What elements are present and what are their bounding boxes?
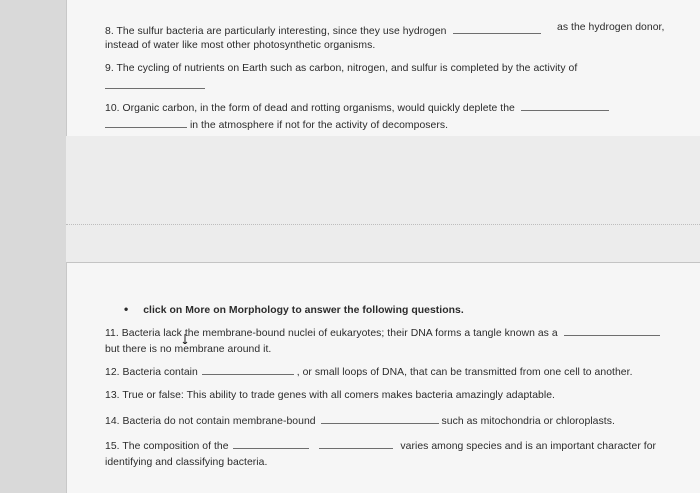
question-11-text: 11. Bacteria lack the membrane-bound nuclei of eukaryotes; their DNA forms a tangle known as a xyxy=(105,328,558,339)
question-8-line-1 xyxy=(105,25,541,37)
cursor-icon xyxy=(182,334,188,344)
question-10-continuation: in the atmosphere if not for the activity of decomposers. xyxy=(189,120,449,131)
question-10-text: 10. Organic carbon, in the form of dead and rotting organisms, would quickly deplete the xyxy=(105,103,515,114)
bullet-icon: • xyxy=(124,302,129,316)
page-gap xyxy=(66,136,700,262)
question-8-continuation: as the hydrogen donor, xyxy=(557,22,665,33)
instruction-line xyxy=(124,302,464,316)
question-15-line-1 xyxy=(105,440,656,452)
question-13-text: 13. True or false: This ability to trade genes with all comers makes bacteria amazingly adaptable. xyxy=(105,390,555,401)
question-12-text: 12. Bacteria contain xyxy=(105,367,198,378)
question-14-continuation: such as mitochondria or chloroplasts. xyxy=(441,416,615,427)
answer-blank[interactable] xyxy=(321,415,439,424)
question-10-line-2 xyxy=(105,119,448,131)
answer-blank[interactable] xyxy=(105,119,187,128)
answer-blank[interactable] xyxy=(453,25,541,34)
question-12-line xyxy=(105,366,633,378)
answer-blank[interactable] xyxy=(233,440,309,449)
question-12-continuation: , or small loops of DNA, that can be transmitted from one cell to another. xyxy=(296,367,633,378)
question-15-text: 15. The composition of the xyxy=(105,441,229,452)
question-8-text: 8. The sulfur bacteria are particularly interesting, since they use hydrogen xyxy=(105,26,447,37)
question-8-line-2: instead of water like most other photosynthetic organisms. xyxy=(105,40,376,51)
question-11-line-1 xyxy=(105,327,660,339)
answer-blank[interactable] xyxy=(521,102,609,111)
question-14-text: 14. Bacteria do not contain membrane-bound xyxy=(105,416,316,427)
question-10-line-1 xyxy=(105,102,609,114)
instruction-text: click on More on Morphology to answer the following questions. xyxy=(143,305,464,316)
question-14-line xyxy=(105,415,615,427)
question-9-text: 9. The cycling of nutrients on Earth such as carbon, nitrogen, and sulfur is completed by the activity of xyxy=(105,63,578,74)
question-11-line-2: but there is no membrane around it. xyxy=(105,344,272,355)
question-15-line-2: identifying and classifying bacteria. xyxy=(105,457,268,468)
question-15-continuation: varies among species and is an important character for xyxy=(400,441,657,452)
answer-blank[interactable] xyxy=(564,327,660,336)
answer-blank[interactable] xyxy=(105,80,205,89)
answer-blank[interactable] xyxy=(202,366,294,375)
answer-blank[interactable] xyxy=(319,440,393,449)
question-9-line-2 xyxy=(105,80,205,92)
divider xyxy=(66,224,700,225)
